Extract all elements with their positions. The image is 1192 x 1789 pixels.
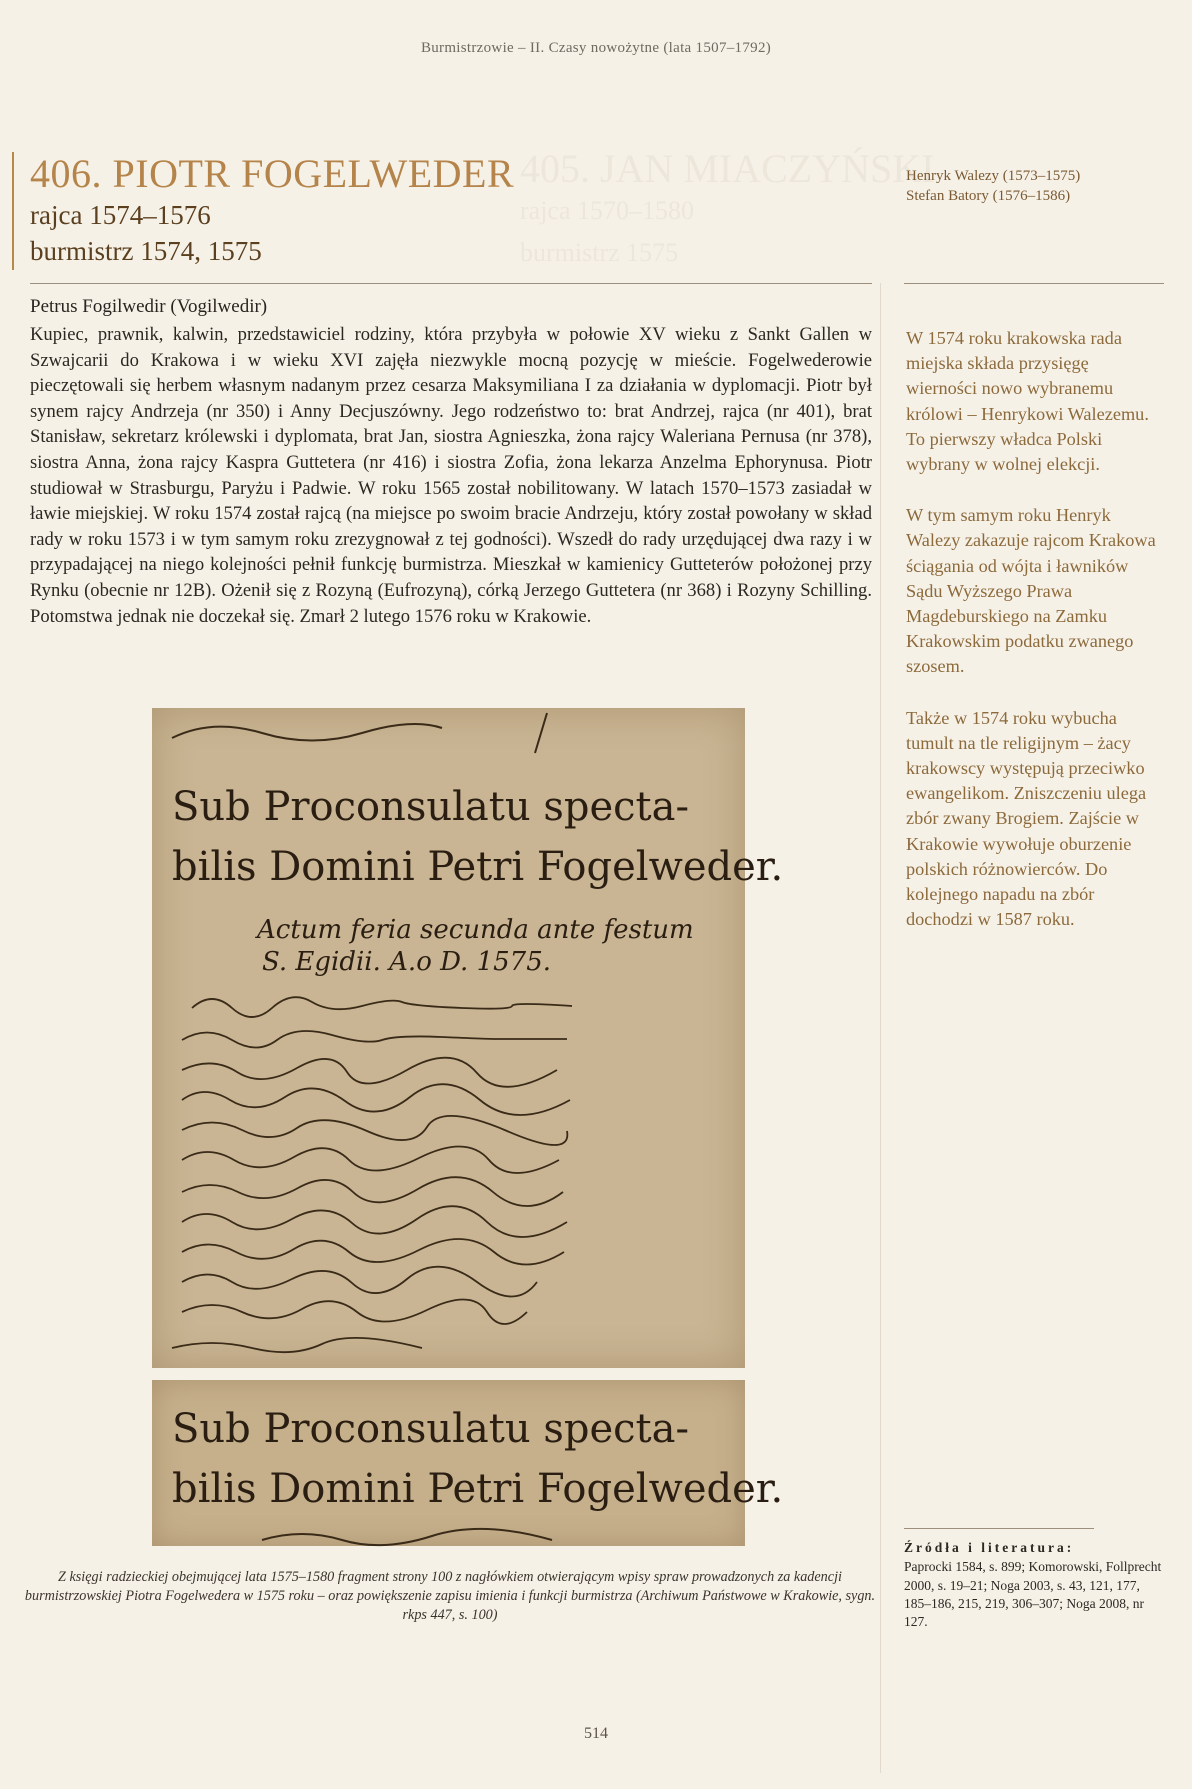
main-divider — [30, 283, 872, 284]
sources-title: Źródła i literatura: — [904, 1540, 1075, 1555]
side-note: W 1574 roku krakowska rada miejska składa przysięgę wierności nowo wybranemu królowi – Henrykowi Walezemu. To pierwszy władca Polski wybrany w wolnej elekcji. — [906, 328, 1149, 475]
figure-caption: Z księgi radzieckiej obejmującej lata 1575–1580 fragment strony 100 z nagłówkiem otwierającym wpisy spraw prowadzonych za kadencji burmistrzowskiej Piotra Fogelwedera w 1575 roku – oraz powiększenie zapisu imienia i funkcji burmistrza (Archiwum Państwowe w Krakowie, sygn. rkps 447, s. 100) — [24, 1569, 876, 1623]
ruler-item: Stefan Batory (1576–1586) — [906, 188, 1071, 204]
side-notes — [906, 326, 1156, 958]
manuscript-line: Sub Proconsulatu specta- — [172, 1406, 689, 1452]
biography-text: Kupiec, prawnik, kalwin, przedstawiciel rodziny, która przybyła w połowie XV wieku z Sankt Gallen w Szwajcarii do Krakowa i w wieku XVI zajęła niezwykle mocną pozycję w mieście. Fogelwederowie pieczętowali się herbem własnym nadanym przez cesarza Maksymiliana I za działania w dyplomacji. Piotr był synem rajcy Andrzeja (nr 350) i Anny Decjuszówny. Jego rodzeństwo to: brat Andrzej, rajca (nr 401), brat Stanisław, sekretarz królewski i dyplomata, brat Jan, siostra Agnieszka, żona rajcy Waleriana Pernusa (nr 378), siostra Anna, żona rajcy Kaspra Guttetera (nr 416) i siostra Zofia, żona lekarza Anzelma Ephorynusa. Piotr studiował w Strasburgu, Paryżu i Padwie. W roku 1565 został nobilitowany. W latach 1570–1573 zasiadał w ławie miejskiej. W roku 1574 został rajcą (na miejsce po swoim bracie Andrzeju, który został powołany w skład rady w roku 1573 i w tym samym roku zrezygnował z tej godności). Wszedł do rady urzędującej dwa razy i w przypadającej na niego kolejności pełnił funkcję burmistrza. Mieszkał w kamienicy Gutteterów położonej przy Rynku (obecnie nr 12B). Ożenił się z Rozyną (Eufrozyną), córką Jerzego Guttetera (nr 368) i Rozyny Schilling. Potomstwa jednak nie doczekał się. Zmarł 2 lutego 1576 roku w Krakowie. — [30, 324, 872, 627]
manuscript-line: S. Egidii. A.o D. 1575. — [262, 947, 551, 977]
manuscript-scribbles — [172, 997, 572, 1352]
manuscript-image — [152, 708, 784, 1368]
ghost-line: burmistrz 1575 — [520, 238, 679, 267]
title-accent-bar — [12, 152, 14, 270]
entry-title: 406. PIOTR FOGELWEDER — [30, 151, 515, 196]
column-divider — [880, 283, 881, 1773]
side-note: W tym samym roku Henryk Walezy zakazuje rajcom Krakowa ściągania od wójta i ławników Sądu Wyższego Prawa Magdeburskiego na Zamku Krakowskim podatku zwanego szosem. — [906, 505, 1156, 677]
show-through-ghost-text — [520, 146, 935, 308]
sources-block — [904, 1539, 1169, 1631]
latin-name: Petrus Fogilwedir (Vogilwedir) — [30, 296, 268, 317]
manuscript-enlargement-drawing — [152, 1380, 784, 1546]
running-header: Burmistrzowie – II. Czasy nowożytne (lata 1507–1792) — [420, 40, 772, 56]
sources-divider — [904, 1528, 1094, 1529]
entry-role-councillor: rajca 1574–1576 — [30, 200, 211, 230]
side-note: Także w 1574 roku wybucha tumult na tle religijnym – żacy krakowscy występują przeciwko ewangelikom. Zniszczeniu ulega zbór zwany Brogiem. Zajście w Krakowie wywołuje oburzenie polskich różnowierców. Do kolejnego napadu na zbór dochodzi w 1587 roku. — [906, 707, 1147, 930]
side-divider — [904, 283, 1164, 284]
ruler-item: Henryk Walezy (1573–1575) — [906, 168, 1081, 184]
sources-text: Paprocki 1584, s. 899; Komorowski, Follprecht 2000, s. 19–21; Noga 2003, s. 43, 121, 177, 185–186, 215, 219, 306–307; Noga 2008, nr 127. — [904, 1559, 1162, 1630]
page-number: 514 — [584, 1725, 608, 1742]
manuscript-line: Sub Proconsulatu specta- — [172, 784, 689, 830]
entry-role-mayor: burmistrz 1574, 1575 — [30, 236, 262, 266]
manuscript-line: Actum feria secunda ante festum — [257, 915, 694, 945]
manuscript-line: bilis Domini Petri Fogelweder. — [172, 844, 784, 890]
rulers-list — [906, 166, 1080, 206]
manuscript-drawing — [152, 708, 784, 1368]
ghost-line: rajca 1570–1580 — [520, 196, 695, 225]
manuscript-line: bilis Domini Petri Fogelweder. — [172, 1466, 784, 1512]
manuscript-enlargement — [152, 1380, 784, 1546]
ghost-line: 405. JAN MIACZYŃSKI — [520, 146, 935, 191]
